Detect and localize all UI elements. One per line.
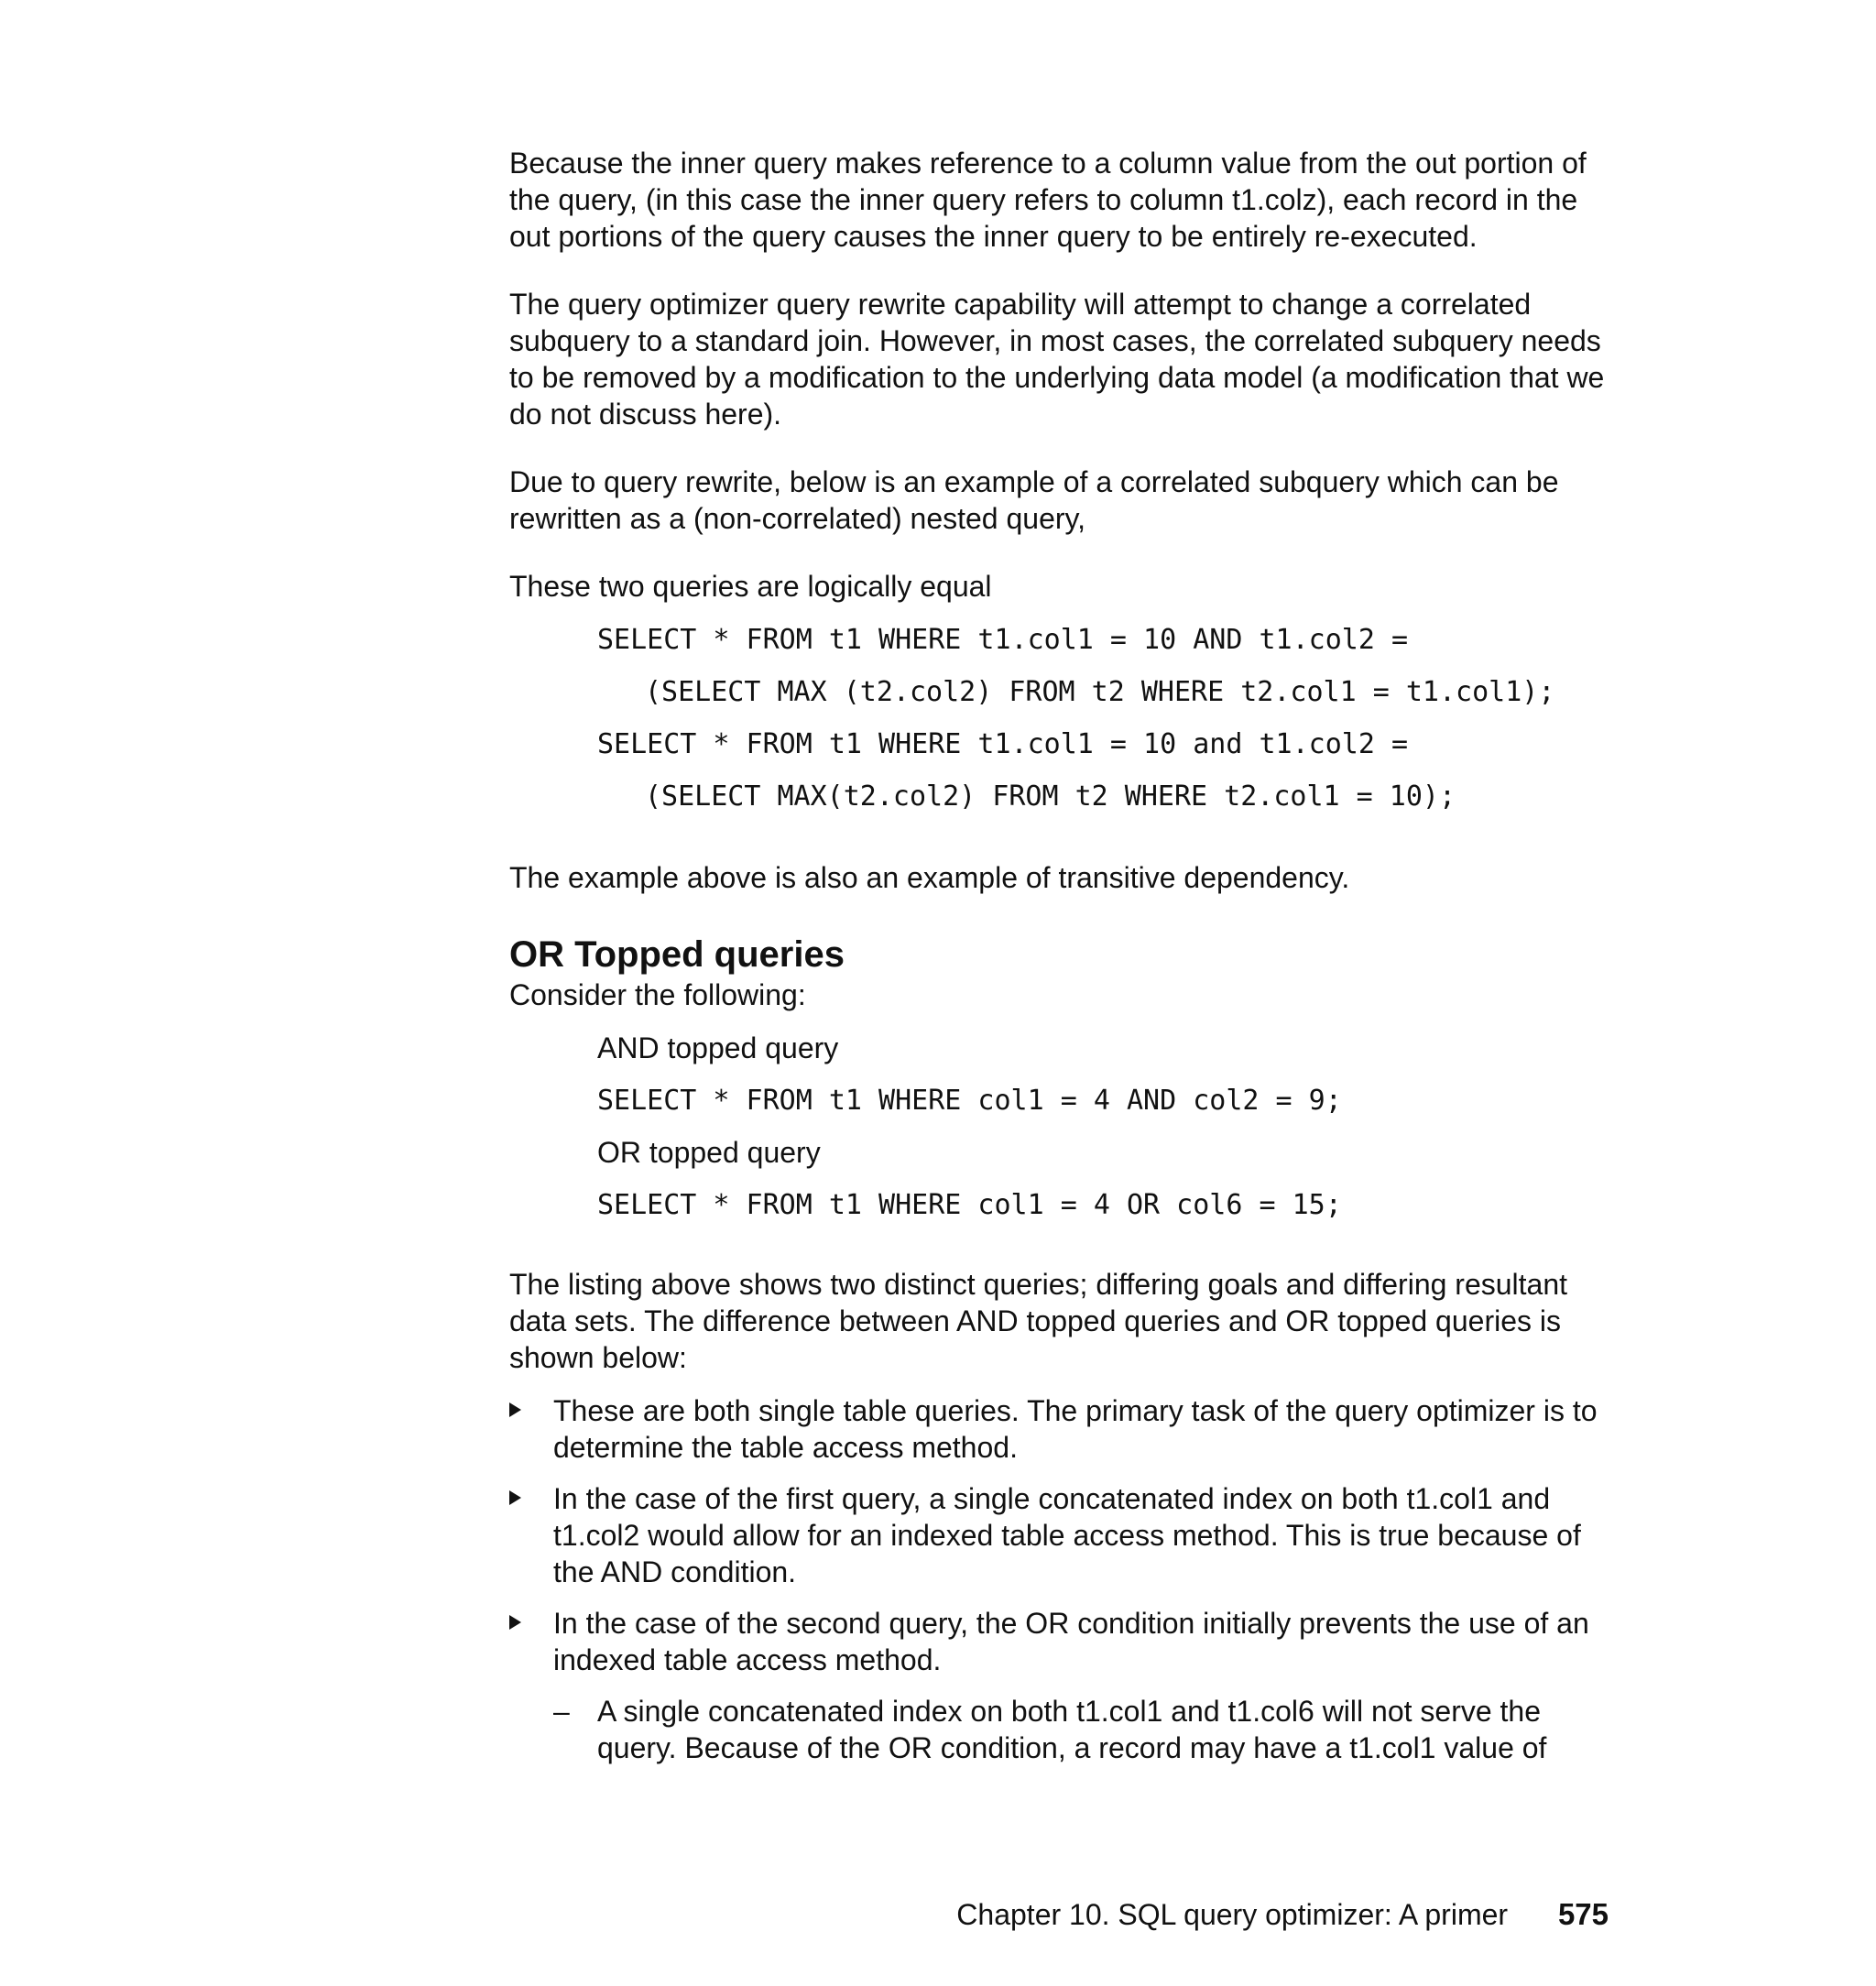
sub-list-item-text: A single concatenated index on both t1.col1 and t1.col6 will not serve the query. Because of the OR condition, a record may have a t1.col1 value of xyxy=(597,1695,1547,1764)
sub-list-item xyxy=(509,1693,1609,1766)
page-number: 575 xyxy=(1557,1897,1609,1931)
paragraph-query-rewrite: The query optimizer query rewrite capability will attempt to change a correlated subquery to a standard join. However, in most cases, the correlated subquery needs to be removed by a modification to the underlying data model (a modification that we do not discuss here). xyxy=(509,288,1605,431)
paragraph-logically-equal: These two queries are logically equal xyxy=(509,570,992,603)
list-item-text: In the case of the first query, a single concatenated index on both t1.col1 and t1.col2 would allow for an indexed table access method. This is true because of the AND condition. xyxy=(553,1482,1581,1588)
code-line: (SELECT MAX(t2.col2) FROM t2 WHERE t2.col1 = 10); xyxy=(645,780,1456,813)
triangle-bullet-icon xyxy=(509,1490,521,1505)
list-item xyxy=(509,1605,1609,1678)
page-footer xyxy=(956,1896,1609,1933)
bullet-list xyxy=(509,1392,1609,1766)
page-content xyxy=(509,145,1609,1781)
code-line: SELECT * FROM t1 WHERE t1.col1 = 10 and t1.col2 = xyxy=(597,728,1409,760)
paragraph-listing-above: The listing above shows two distinct queries; differing goals and differing resultant data sets. The difference between AND topped queries and OR topped queries is shown below: xyxy=(509,1268,1568,1374)
example-block-topped-queries xyxy=(597,1022,1609,1231)
list-item-text: These are both single table queries. The primary task of the query optimizer is to determine the table access method. xyxy=(553,1394,1598,1464)
code-block-equal-queries xyxy=(597,614,1609,823)
code-line: SELECT * FROM t1 WHERE t1.col1 = 10 AND t1.col2 = xyxy=(597,624,1409,656)
paragraph-rewrite-example: Due to query rewrite, below is an example of a correlated subquery which can be rewritten as a (non-correlated) nested query, xyxy=(509,465,1559,535)
paragraph-transitive-dependency: The example above is also an example of transitive dependency. xyxy=(509,861,1350,894)
and-topped-code: SELECT * FROM t1 WHERE col1 = 4 AND col2 = 9; xyxy=(597,1085,1342,1117)
footer-chapter-title: Chapter 10. SQL query optimizer: A primer xyxy=(956,1898,1509,1931)
triangle-bullet-icon xyxy=(509,1402,521,1417)
and-topped-label: AND topped query xyxy=(597,1031,839,1064)
or-topped-code: SELECT * FROM t1 WHERE col1 = 4 OR col6 = 15; xyxy=(597,1189,1342,1221)
section-heading: OR Topped queries xyxy=(509,934,845,975)
list-item xyxy=(509,1392,1609,1466)
list-item xyxy=(509,1480,1609,1590)
section-intro: Consider the following: xyxy=(509,978,806,1011)
dash-bullet: – xyxy=(553,1695,570,1728)
or-topped-label: OR topped query xyxy=(597,1136,821,1169)
list-item-text: In the case of the second query, the OR condition initially prevents the use of an indexed table access method. xyxy=(553,1607,1589,1676)
code-line: (SELECT MAX (t2.col2) FROM t2 WHERE t2.col1 = t1.col1); xyxy=(645,676,1555,708)
triangle-bullet-icon xyxy=(509,1615,521,1630)
paragraph-inner-query: Because the inner query makes reference to a column value from the out portion of the query, (in this case the inner query refers to column t1.colz), each record in the out portions of the query causes the inner query to be entirely re-executed. xyxy=(509,147,1587,253)
